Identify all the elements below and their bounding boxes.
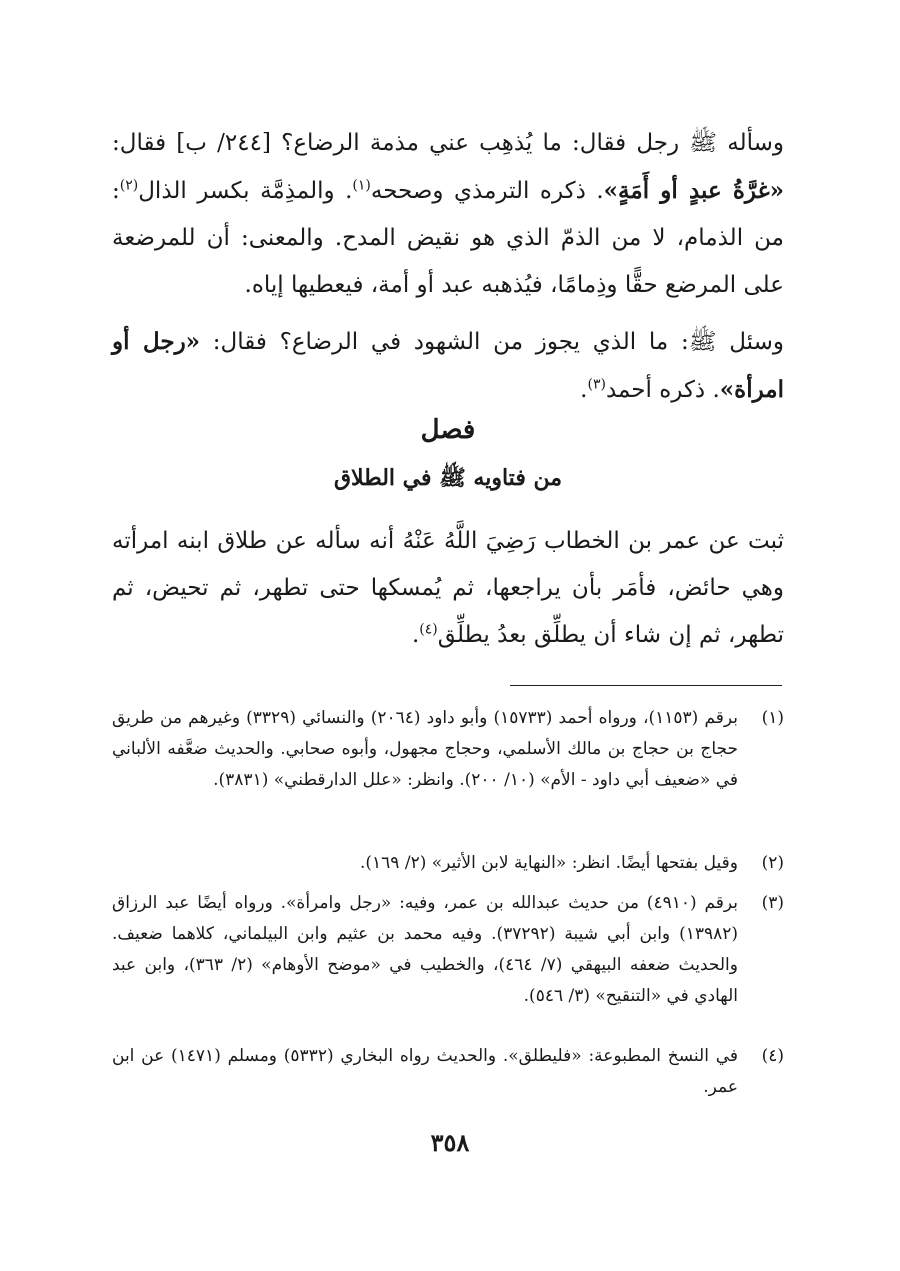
footnote-3 — [112, 888, 784, 1012]
paragraph-divorce-ruling: ثبت عن عمر بن الخطاب رَضِيَ اللَّهُ عَنْهُ أنه سأله عن طلاق ابنه امرأته وهي حائض، فأمَر بأن يراجعها، ثم يُمسكها حتى تطهر، ثم تحيض، ثم تطهر، ثم إن شاء أن يطلِّق بعدُ يطلِّق$^{(٤)}$. — [112, 528, 784, 648]
footnote-ref-3[interactable]: (٣) — [587, 376, 606, 393]
paragraph-breastfeeding-question: وسأله ﷺ رجل فقال: ما يُذهِب عني مذمة الرضاع؟ [٢٤٤/ ب] فقال: «غرَّةُ عبدٍ أو أَمَةٍ». ذكره الترمذي وصححه$^{(١)}$. والمذِمَّة بكسر الذال$^{(٢)}$: من الذمام، لا من الذمّ الذي هو نقيض المدح. والمعنى: أن للمرضعة على المرضع حقًّا وذِمامًا، فيُذهبه عبد أو أمة، فيعطيها إياه. — [112, 130, 785, 298]
footnote-1 — [112, 703, 784, 796]
hadith-quote-2: «رجل أو امرأة» — [112, 328, 784, 403]
footnote-ref-4[interactable]: (٤) — [419, 621, 438, 638]
footnote-divider — [510, 685, 782, 686]
footnote-2 — [112, 848, 784, 879]
footnote-text: برقم (١١٥٣)، ورواه أحمد (١٥٧٣٣) وأبو داود (٢٠٦٤) والنسائي (٣٣٢٩) وغيرهم من طريق حجاج بن حجاج بن مالك الأسلمي، وحجاج مجهول، وأبوه صحابي. والحديث ضعَّفه الألباني في «ضعيف أبي داود - الأم» (١٠/ ٢٠٠). وانظر: «علل الدارقطني» (٣٨٣١). — [112, 708, 738, 790]
paragraph-witnesses-question: وسئل ﷺ: ما الذي يجوز من الشهود في الرضاع؟ فقال: «رجل أو امرأة». ذكره أحمد$^{(٣)}$. — [112, 328, 784, 403]
footnote-4 — [112, 1041, 784, 1103]
footnote-text: في النسخ المطبوعة: «فليطلق». والحديث رواه البخاري (٥٣٣٢) ومسلم (١٤٧١) عن ابن عمر. — [112, 1046, 739, 1097]
section-heading: فصل — [420, 415, 476, 445]
footnote-text: وقيل بفتحها أيضًا. انظر: «النهاية لابن الأثير» (٢/ ١٦٩). — [360, 853, 738, 873]
footnote-number: (٣) — [761, 893, 784, 913]
footnote-number: (١) — [761, 708, 784, 728]
section-subheading: من فتاويه ﷺ في الطلاق — [333, 465, 563, 491]
footnote-text: برقم (٤٩١٠) من حديث عبدالله بن عمر، وفيه: «رجل وامرأة». ورواه أيضًا عبد الرزاق (١٣٩٨٢) وابن أبي شيبة (٣٧٢٩٢). وفيه محمد بن عثيم وابن البيلماني، كلاهما ضعيف. والحديث ضعفه البيهقي (٧/ ٤٦٤)، والخطيب في «موضح الأوهام» (٢/ ٣٦٣)، وابن عبد الهادي في «التنقيح» (٣/ ٥٤٦). — [112, 893, 738, 1006]
hadith-quote-1: «غرَّةُ عبدٍ أو أَمَةٍ» — [603, 177, 785, 204]
page-number: ٣٥٨ — [430, 1128, 470, 1157]
footnote-ref-1[interactable]: (١) — [352, 177, 371, 194]
footnote-number: (٤) — [761, 1046, 784, 1066]
footnote-ref-2[interactable]: (٢) — [119, 177, 139, 194]
footnote-number: (٢) — [761, 853, 784, 873]
